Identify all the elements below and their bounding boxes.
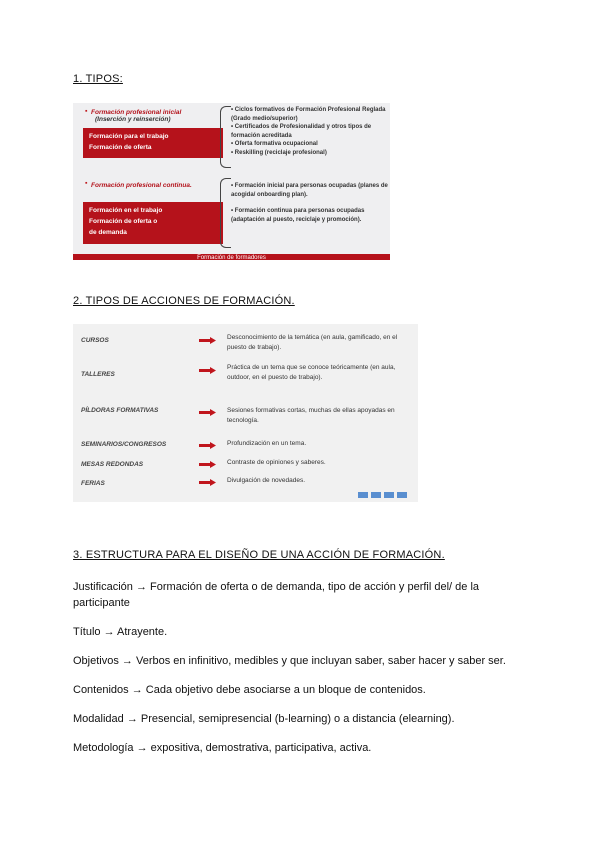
action-description: Contraste de opiniones y saberes. <box>227 459 326 466</box>
list-item: • Ciclos formativos de Formación Profesional Reglada (Grado medio/superior) <box>231 106 389 123</box>
category-1-subtitle: (Inserción y reinserción) <box>95 116 171 123</box>
action-description: Desconocimiento de la temática (en aula, gamificado, en el puesto de trabajo). <box>227 334 398 351</box>
footer-icon <box>397 492 407 498</box>
arrow-right-icon <box>199 479 216 486</box>
category-2-box <box>83 202 223 244</box>
action-description: Práctica de un tema que se conoce teóricamente (en aula, outdoor, en el puesto de trabajo). <box>227 364 396 381</box>
action-label: PÍLDORAS FORMATIVAS <box>81 407 159 414</box>
section-2-heading: 2. TIPOS DE ACCIONES DE FORMACIÓN. <box>73 295 295 307</box>
action-label: CURSOS <box>81 337 109 344</box>
action-label: MESAS REDONDAS <box>81 461 144 468</box>
paragraph-titulo: Título → Atrayente. <box>73 626 168 638</box>
figure-bottom-bar: Formación de formadores <box>73 254 390 260</box>
action-label: FERIAS <box>81 480 105 487</box>
category-1-box-line: Formación para el trabajo <box>89 133 169 140</box>
figure-footer-icons <box>358 492 416 498</box>
arrow-right-icon <box>199 461 216 468</box>
list-item: • Formación inicial para personas ocupadas (planes de acogida/ onboarding plan). <box>231 182 389 199</box>
action-description: Divulgación de novedades. <box>227 477 306 484</box>
paragraph-justificacion: Justificación → Formación de oferta o de demanda, tipo de acción y perfil del/ de la participante <box>73 581 480 609</box>
arrow-right-icon <box>199 409 216 416</box>
paragraph-modalidad: Modalidad → Presencial, semipresencial (b-learning) o a distancia (elearning). <box>73 713 455 725</box>
paragraph-contenidos: Contenidos → Cada objetivo debe asociarse a un bloque de contenidos. <box>73 684 426 696</box>
category-1-list <box>231 106 389 157</box>
brace-shape <box>220 106 231 168</box>
action-description: Profundización en un tema. <box>227 440 307 447</box>
list-item: • Oferta formativa ocupacional <box>231 140 389 149</box>
footer-icon <box>358 492 368 498</box>
category-2-box-line: de demanda <box>89 229 127 236</box>
paragraph-metodologia: Metodología → expositiva, demostrativa, participativa, activa. <box>73 742 372 754</box>
arrow-right-icon <box>199 442 216 449</box>
list-item: • Certificados de Profesionalidad y otros tipos de formación acreditada <box>231 123 389 140</box>
bullet-icon: ▪ <box>85 108 88 115</box>
action-description: Sesiones formativas cortas, muchas de ellas apoyadas en tecnología. <box>227 407 395 424</box>
arrow-right-icon <box>199 367 216 374</box>
action-types-figure <box>73 324 418 502</box>
action-label: SEMINARIOS/CONGRESOS <box>81 441 167 448</box>
category-2-box-line: Formación de oferta o <box>89 218 158 225</box>
category-2-title: Formación profesional continua. <box>91 182 192 189</box>
section-1-heading: 1. TIPOS: <box>73 73 123 85</box>
category-1-title: Formación profesional inicial (Inserción y reinserción) <box>91 109 182 123</box>
arrow-right-icon <box>199 337 216 344</box>
list-item: • Reskilling (reciclaje profesional) <box>231 149 389 158</box>
paragraph-objetivos: Objetivos → Verbos en infinitivo, medibles y que incluyan saber, saber hacer y saber ser. <box>73 655 506 667</box>
brace-shape <box>220 178 231 248</box>
training-types-figure <box>73 103 390 260</box>
category-1-box-line: Formación de oferta <box>89 144 152 151</box>
category-2-box-line: Formación en el trabajo <box>89 207 163 214</box>
footer-icon <box>371 492 381 498</box>
list-item: • Formación continua para personas ocupadas (adaptación al puesto, reciclaje y promoción). <box>231 207 389 224</box>
category-1-box <box>83 128 223 158</box>
category-2-list <box>231 182 389 224</box>
section-3-heading: 3. ESTRUCTURA PARA EL DISEÑO DE UNA ACCIÓN DE FORMACIÓN. <box>73 549 445 561</box>
bullet-icon: ▪ <box>85 180 88 187</box>
action-label: TALLERES <box>81 371 115 378</box>
footer-icon <box>384 492 394 498</box>
